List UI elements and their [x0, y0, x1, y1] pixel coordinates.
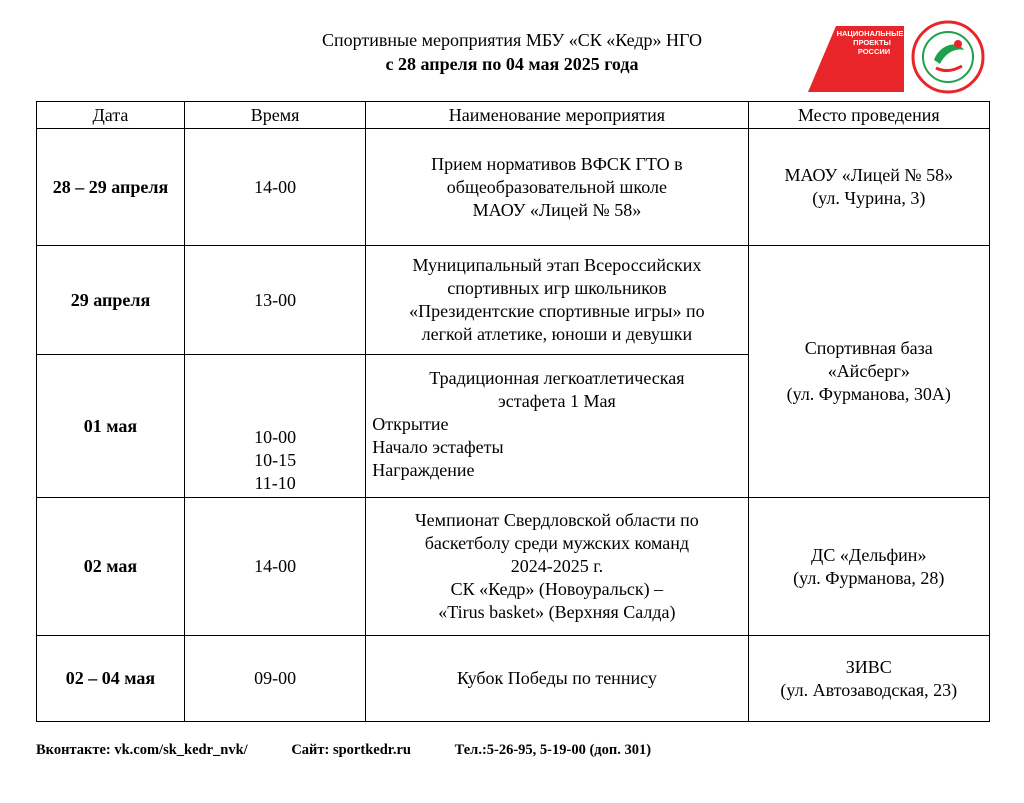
row-time: 09-00	[184, 636, 365, 722]
row-time	[184, 355, 365, 498]
phone-text: Тел.:5-26-95, 5-19-00 (доп. 301)	[454, 742, 652, 758]
row-time: 13-00	[184, 246, 365, 355]
time-line: 10-15	[254, 450, 297, 470]
venue-line: МАОУ «Лицей № 58»	[784, 165, 954, 185]
row-venue	[748, 246, 989, 498]
event-name-line: общеобразовательной школе	[446, 176, 667, 197]
header-date: Дата	[37, 102, 185, 129]
time-line: 10-00	[254, 427, 297, 447]
venue-line: (ул. Фурманова, 28)	[793, 567, 945, 588]
event-name-line: 2024-2025 г.	[510, 556, 604, 576]
logos	[808, 20, 988, 95]
table-header-row	[37, 102, 990, 129]
event-name-line: Традиционная легкоатлетическая	[429, 368, 685, 388]
event-name-line: легкой атлетике, юноши и девушки	[421, 324, 693, 344]
event-name-line: баскетболу среди мужских команд	[424, 533, 690, 553]
event-name-line: СК «Кедр» (Новоуральск) –	[450, 579, 664, 599]
row-venue	[748, 636, 989, 722]
venue-line: (ул. Чурина, 3)	[812, 188, 926, 208]
event-name-line: Чемпионат Свердловской области по	[414, 510, 699, 530]
row-event-name	[366, 498, 748, 636]
document-period: с 28 апреля по 04 мая 2025 года	[385, 54, 639, 74]
event-name-line: спортивных игр школьников	[447, 278, 667, 298]
venue-line: (ул. Фурманова, 30А)	[786, 384, 951, 404]
event-name-line: МАОУ «Лицей № 58»	[472, 199, 642, 220]
event-subitem: Начало эстафеты	[372, 437, 504, 457]
site-link[interactable]: Сайт: sportkedr.ru	[291, 742, 411, 758]
header-time: Время	[184, 102, 365, 129]
row-event-name	[366, 246, 748, 355]
row-date: 02 мая	[37, 498, 185, 636]
event-name-line: Прием нормативов ВФСК ГТО в	[431, 153, 683, 174]
table-row	[37, 636, 990, 722]
time-line: 11-10	[254, 473, 296, 493]
row-time: 14-00	[184, 498, 365, 636]
row-date: 28 – 29 апреля	[37, 129, 185, 246]
event-name-line: Муниципальный этап Всероссийских	[412, 255, 702, 275]
venue-line: Спортивная база	[804, 338, 933, 358]
schedule-table	[36, 101, 990, 722]
club-kedr-logo	[913, 22, 983, 92]
table-row	[37, 498, 990, 636]
row-date: 02 – 04 мая	[37, 636, 185, 722]
national-projects-line-2: ПРОЕКТЫ	[853, 38, 891, 47]
event-name-line: эстафета 1 Мая	[498, 391, 616, 411]
row-time: 14-00	[184, 129, 365, 246]
venue-line: «Айсберг»	[827, 361, 910, 381]
vk-link[interactable]: Вконтакте: vk.com/sk_kedr_nvk/	[36, 742, 248, 758]
venue-line: (ул. Автозаводская, 23)	[780, 679, 958, 700]
row-event-name	[366, 636, 748, 722]
venue-line: ДС «Дельфин»	[811, 544, 927, 565]
event-name-line: «Президентские спортивные игры» по	[409, 301, 705, 321]
header-event-name: Наименование мероприятия	[366, 102, 748, 129]
event-name-line: «Tirus basket» (Верхняя Салда)	[438, 602, 676, 622]
row-venue	[748, 498, 989, 636]
contacts-footer	[36, 742, 691, 759]
national-projects-line-3: РОССИИ	[857, 47, 891, 56]
event-name-line: Кубок Победы по теннису	[456, 668, 657, 688]
row-event-name	[366, 129, 748, 246]
national-projects-logo	[808, 26, 904, 92]
row-date: 29 апреля	[37, 246, 185, 355]
venue-line: ЗИВС	[845, 656, 892, 677]
table-row	[37, 129, 990, 246]
event-subitem: Награждение	[372, 460, 475, 480]
header-venue: Место проведения	[748, 102, 989, 129]
row-date: 01 мая	[37, 355, 185, 498]
event-subitem: Открытие	[372, 414, 449, 434]
row-venue	[748, 129, 989, 246]
document-title: Спортивные мероприятия МБУ «СК «Кедр» НГО	[322, 30, 702, 50]
club-logo-ball-icon	[954, 40, 962, 48]
national-projects-line-1: НАЦИОНАЛЬНЫЕ	[836, 29, 904, 38]
row-event-name	[366, 355, 748, 498]
table-row	[37, 246, 990, 355]
